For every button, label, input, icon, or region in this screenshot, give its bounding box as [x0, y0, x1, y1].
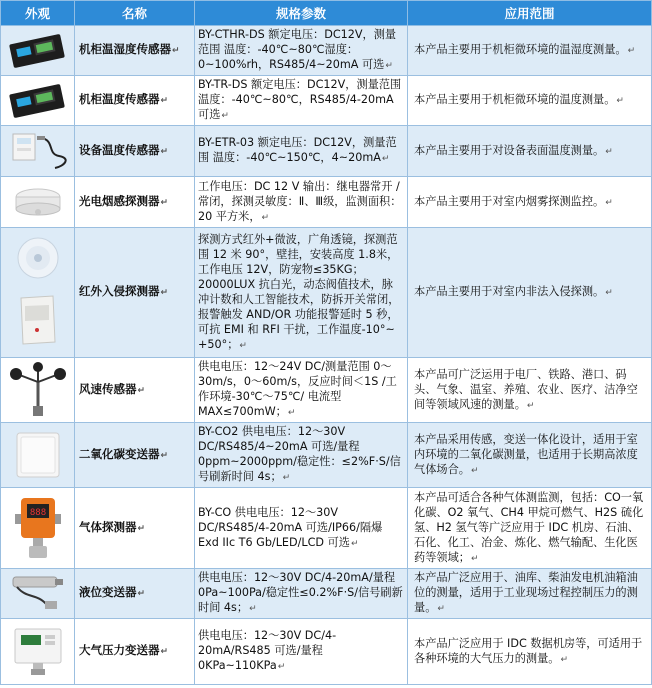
cabinet-temperature-sensor-icon — [7, 81, 69, 121]
product-image-cell — [1, 26, 75, 76]
product-usage: 本产品广泛应用于 IDC 数据机房等，可适用于各种环境的大气压力的测量。↵ — [408, 619, 652, 685]
product-usage: 本产品主要用于机柜微环境的温度测量。↵ — [408, 76, 652, 126]
product-spec: BY-TR-DS 额定电压：DC12V，测量范围 温度：-40℃~80℃，RS485/4-20mA 可选↵ — [195, 76, 408, 126]
product-spec: 供电电压：12～30V DC/4-20mA/RS485 可选/量程 0KPa~110KPa↵ — [195, 619, 408, 685]
product-spec: BY-ETR-03 额定电压：DC12V，测量范围 温度：-40℃~150℃，4~20mA↵ — [195, 126, 408, 177]
table-row — [1, 76, 652, 126]
product-image-cell — [1, 76, 75, 126]
header-spec: 规格参数 — [195, 1, 408, 26]
product-usage: 本产品可广泛运用于电厂、铁路、港口、码头、气象、温室、养殖、农业、医疗、洁净空间等领域风速的测量。↵ — [408, 358, 652, 423]
product-image-cell — [1, 619, 75, 685]
product-name: 红外入侵探测器↵ — [75, 228, 195, 358]
product-name: 二氧化碳变送器↵ — [75, 423, 195, 488]
product-usage: 本产品可适合各种气体测监测，包括：CO一氧化碳、O2 氧气、CH4 甲烷可燃气、H2S 硫化氢、H2 氢气等广泛应用于 IDC 机房、石油、石化、化工、冶金、炼化、燃气输配、生化医药等领域；↵ — [408, 488, 652, 569]
product-usage: 本产品广泛应用于、油库、柴油发电机油箱油位的测量，适用于工业现场过程控制压力的测量。↵ — [408, 569, 652, 619]
product-name: 设备温度传感器↵ — [75, 126, 195, 177]
equipment-temperature-sensor-icon — [7, 130, 69, 172]
product-image-cell — [1, 569, 75, 619]
table-row — [1, 423, 652, 488]
product-usage: 本产品采用传感，变送一体化设计，适用于室内环境的二氧化碳测量，也适用于长期高浓度气体场合。↵ — [408, 423, 652, 488]
product-usage: 本产品主要用于对设备表面温度测量。↵ — [408, 126, 652, 177]
table-row — [1, 619, 652, 685]
product-image-cell — [1, 358, 75, 423]
svg-text:888: 888 — [29, 508, 46, 518]
infrared-intrusion-detector-icon — [7, 234, 69, 352]
product-spec: 供电电压：12～24V DC/测量范围 0～30m/s，0～60m/s，反应时间＜1S /工作环境-30℃～75℃/ 电流型 MAX≤700mW；↵ — [195, 358, 408, 423]
anemometer-icon — [7, 362, 69, 418]
table-row — [1, 126, 652, 177]
product-name: 机柜温湿度传感器↵ — [75, 26, 195, 76]
atmospheric-pressure-transmitter-icon — [7, 623, 69, 681]
table-row — [1, 177, 652, 228]
product-spec: BY-CO 供电电压：12～30V DC/RS485/4-20mA 可选/IP66/隔爆 Exd IIc T6 Gb/LED/LCD 可选↵ — [195, 488, 408, 569]
product-image-cell — [1, 423, 75, 488]
product-name: 液位变送器↵ — [75, 569, 195, 619]
product-spec: 供电电压：12～30V DC/4-20mA/量程 0Pa~100Pa/稳定性≤0.2%F·S/信号刷新时间 4s；↵ — [195, 569, 408, 619]
cabinet-humidity-sensor-icon — [7, 31, 69, 71]
product-spec: 探测方式红外+微波，广角透镜，探测范围 12 米 90°，壁挂，安装高度 1.8米，工作电压 12V，防宠物≤35KG；20000LUX 抗白光，动态阀值技术，脉冲计数和人工智能技术，防拆开关常闭，报警触发 AND/OR 功能报警延时 5 秒，可抗 EMI 和 RFI 干扰，工作温度-10°~ +50°；↵ — [195, 228, 408, 358]
table-row — [1, 569, 652, 619]
product-image-cell — [1, 177, 75, 228]
product-usage: 本产品主要用于机柜微环境的温湿度测量。↵ — [408, 26, 652, 76]
product-usage: 本产品主要用于对室内非法入侵探测。↵ — [408, 228, 652, 358]
level-transmitter-icon — [7, 573, 69, 615]
header-usage: 应用范围 — [408, 1, 652, 26]
header-name: 名称 — [75, 1, 195, 26]
product-name: 机柜温度传感器↵ — [75, 76, 195, 126]
header-row — [1, 1, 652, 26]
smoke-detector-icon — [7, 182, 69, 222]
product-image-cell — [1, 228, 75, 358]
product-name: 大气压力变送器↵ — [75, 619, 195, 685]
product-spec: BY-CO2 供电电压：12～30V DC/RS485/4~20mA 可选/量程 0ppm~2000ppm/稳定性：≤2%F·S/信号刷新时间 4s；↵ — [195, 423, 408, 488]
table-row — [1, 488, 652, 569]
co2-transmitter-icon — [7, 428, 69, 482]
gas-detector-icon — [7, 492, 69, 564]
product-image-cell — [1, 488, 75, 569]
table-row — [1, 358, 652, 423]
header-appearance: 外观 — [1, 1, 75, 26]
product-image-cell — [1, 126, 75, 177]
table-row — [1, 228, 652, 358]
product-usage: 本产品主要用于对室内烟雾探测监控。↵ — [408, 177, 652, 228]
product-name: 风速传感器↵ — [75, 358, 195, 423]
product-name: 气体探测器↵ — [75, 488, 195, 569]
product-name: 光电烟感探测器↵ — [75, 177, 195, 228]
product-spec: BY-CTHR-DS 额定电压：DC12V，测量范围 温度：-40℃~80℃湿度：0~100%rh，RS485/4~20mA 可选↵ — [195, 26, 408, 76]
product-spec: 工作电压：DC 12 V 输出：继电器常开 / 常闭，探测灵敏度：Ⅱ、Ⅲ级，监测面积：20 平方米，↵ — [195, 177, 408, 228]
table-row — [1, 26, 652, 76]
